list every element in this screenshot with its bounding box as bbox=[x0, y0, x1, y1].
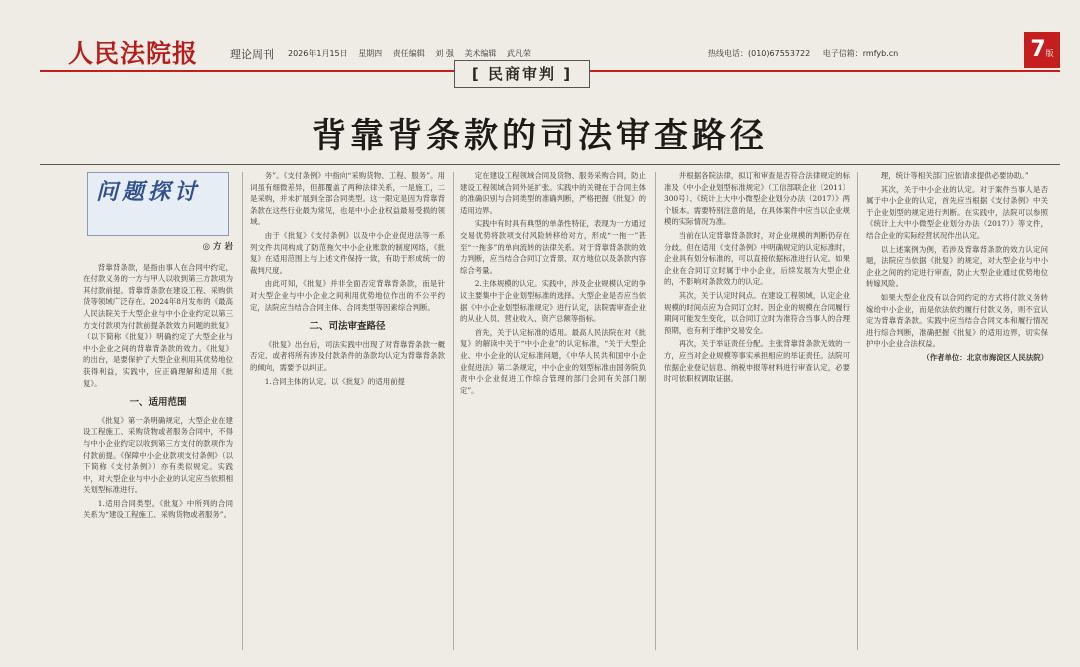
issue-weekday: 星期四 bbox=[358, 49, 383, 58]
paper-sub: 理论周刊 bbox=[230, 48, 274, 61]
paragraph: 以上述案例为例，若涉及背靠背条款的效力认定问题，法院应当依据《批复》的规定，对大型企业与中小企业之间的约定进行审查，防止大型企业通过优势地位转嫁风险。 bbox=[866, 244, 1048, 289]
paragraph: 由于《批复》《支付条例》以及中小企业促进法等一系列文件共同构成了防范拖欠中小企业账款的制度网络，《批复》在适用范围上与上述文件保持一致，有助于形成统一的裁判尺度。 bbox=[250, 230, 445, 275]
headline: 背靠背条款的司法审查路径 bbox=[312, 116, 768, 156]
editor-name: 刘 强 bbox=[435, 49, 454, 58]
paragraph: 2.主体规模的认定。实践中，涉及企业规模认定的争议主要集中于企业划型标准的选择。大型企业是否应当依据《中小企业划型标准规定》进行认定，法院需审查企业的从业人员、营业收入、资产总额等指标。 bbox=[460, 279, 646, 324]
column-divider bbox=[857, 172, 858, 650]
hotline: 热线电话：(010)67553722 bbox=[708, 49, 811, 58]
page-number: 7 bbox=[1030, 37, 1046, 62]
paper-name: 人民法院报 bbox=[68, 39, 199, 68]
column-logo bbox=[87, 172, 229, 236]
section-tag: [ 民商审判 ] bbox=[454, 60, 590, 88]
issue-date: 2026年1月15日 bbox=[288, 49, 348, 58]
column-divider bbox=[655, 172, 656, 650]
editor-label: 责任编辑 bbox=[392, 49, 425, 58]
section-heading-1: 一、适用范围 bbox=[129, 397, 187, 409]
paragraph: 《批复》第一条明确规定，大型企业在建设工程施工、采购货物或者服务合同中，不得与中小企业约定以收到第三方支付的款项作为付款前提。《保障中小企业款项支付条例》（以下简称《支付条例》）亦有类似规定。实践中，对大型企业与中小企业的认定应当依照相关划型标准进行。 bbox=[83, 415, 233, 495]
paragraph: 定在建设工程领域合同及货物、服务采购合同，防止建设工程领域合同外延扩张。实践中的关键在于合同主体的准确识别与合同类型的准确判断，严格把握《批复》的适用边界。 bbox=[460, 171, 646, 215]
contact-info bbox=[708, 48, 908, 59]
paragraph: 其次，关于认定时间点。在建设工程领域，认定企业规模的时间点应为合同订立时。因企业的规模在合同履行期间可能发生变化，以合同订立时为准符合当事人的合理预期，也有利于维护交易安全。 bbox=[664, 290, 850, 335]
paragraph: 当前在认定背靠背条款时，对企业规模的判断仍存在分歧。但在适用《支付条例》中明确规定的认定标准时，企业具有划分标准的，可以直接依据标准进行认定。如果企业在合同订立时属于中小企业，后续发展为大型企业的，不影响对条款效力的认定。 bbox=[664, 230, 850, 287]
paragraph: 1.合同主体的认定。以《批复》的适用前提 bbox=[264, 376, 405, 386]
author-credit: （作者单位：北京市海淀区人民法院） bbox=[922, 352, 1048, 362]
column-2 bbox=[250, 170, 445, 650]
column-5 bbox=[866, 170, 1048, 650]
author-byline: ◎ 方 岩 bbox=[202, 242, 233, 252]
paragraph: 1.适用合同类型。《批复》中所列的合同关系为“建设工程施工、采购货物或者服务”。 bbox=[83, 498, 233, 520]
paragraph: 并根据各院法律，拟订和审查是否符合法律规定的标准及《中小企业划型标准规定》（工信部联企业〔2011〕300号）、《统计上大中小微型企业划分办法（2017）》两个版本。需要特别注意的是，在具体案件中应当以企业规模的实际情况为准。 bbox=[664, 171, 850, 227]
paragraph: 《批复》出台后，司法实践中出现了对背靠背条款一概否定、或者将所有涉及付款条件的条款均认定为背靠背条款的倾向，需要予以纠正。 bbox=[250, 339, 445, 372]
paragraph: 其次，关于中小企业的认定。对于案件当事人是否属于中小企业的认定，首先应当根据《支付条例》中关于企业划型的规定进行判断。在实践中，法院可以参照《统计上大中小微型企业划分办法（2017）》等文件，结合企业的实际经营状况作出认定。 bbox=[866, 184, 1048, 240]
column-4 bbox=[664, 170, 850, 650]
column-divider bbox=[242, 172, 243, 650]
page-unit: 版 bbox=[1045, 49, 1054, 58]
column-logo-text: 问题探讨 bbox=[96, 179, 201, 205]
designer-name: 武凡荣 bbox=[506, 49, 531, 58]
issue-info bbox=[288, 48, 539, 59]
paragraph: 务”。《支付条例》中指向“采购货物、工程、服务”。用词虽有细微差异，但都覆盖了两种法律关系，一是施工，二是采购，并未扩展到全部合同类型。这一限定是因为背靠背条款在这些行业最为常见，也是中小企业权益最易受损的领域。 bbox=[250, 171, 445, 227]
paragraph: 实践中有时具有典型的单条性特征，表现为一方通过交易优势将款项支付风险转移给对方，形成“一拖一”甚至“一拖多”的单向流转的法律关系。对于背靠背条款的效力判断，应当结合合同订立背景、双方地位以及条款内容综合考量。 bbox=[460, 219, 646, 275]
paragraph: 再次，关于举证责任分配。主张背靠背条款无效的一方，应当对企业规模等事实承担相应的举证责任。法院可依据企业登记信息、纳税申报等材料进行审查认定，必要时可依职权调取证据。 bbox=[664, 339, 850, 384]
paragraph: 理，统计等相关部门应依请求提供必要协助。” bbox=[880, 171, 1029, 180]
intro-paragraph: 背靠背条款，是指由事人在合同中约定，在付款义务的一方与甲人以收到第三方款项为其付款前提。背靠背条款在建设工程、采购供货等领域广泛存在。2024年8月发布的《最高人民法院关于大型企业与中小企业约定以第三方支付款项为付款前提条款效力问题的批复》（以下简称《批复》）明确约定了大型企业与中小企业之间的背靠背条款的效力。《批复》的出台，是要保护了大型企业利用其优势地位获得利益，实践中，应正确理解和适用《批复》。 bbox=[83, 262, 233, 388]
column-divider bbox=[453, 172, 454, 650]
headline-rule bbox=[40, 164, 1060, 165]
section-heading-2: 二、司法审查路径 bbox=[309, 321, 386, 333]
email: 电子信箱：rmfyb.cn bbox=[822, 49, 899, 58]
designer-label: 美术编辑 bbox=[464, 49, 497, 58]
paragraph: 由此可知，《批复》并非全面否定背靠背条款，而是针对大型企业与中小企业之间利用优势地位作出的不公平约定，法院应当结合合同主体、合同类型等因素综合判断。 bbox=[250, 279, 445, 312]
column-1 bbox=[83, 170, 233, 650]
paragraph: 首先，关于认定标准的适用。最高人民法院在对《批复》的解读中关于“中小企业”的认定标准，“关于大型企业、中小企业的认定标准问题，《中华人民共和国中小企业促进法》第二条规定，中小企业的划型标准由国务院负责中小企业促进工作综合管理的部门会同有关部门制定”。 bbox=[460, 327, 646, 395]
page-number-badge bbox=[1024, 32, 1060, 68]
paragraph: 如果大型企业没有以合同约定的方式将付款义务转嫁给中小企业，而是依法依约履行付款义务，则不宜认定为背靠背条款。实践中应当结合合同文本和履行情况进行综合判断，准确把握《批复》的适用边界，切实保护中小企业合法权益。 bbox=[866, 292, 1048, 349]
column-3 bbox=[460, 170, 646, 650]
